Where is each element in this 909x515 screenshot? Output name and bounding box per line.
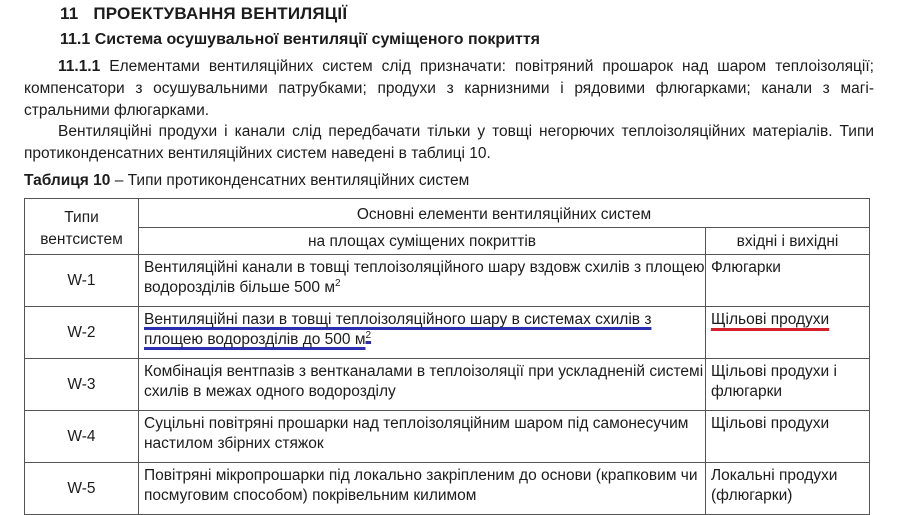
header-types: Типи вентсистем [25,199,139,255]
row-type: W-5 [25,463,139,515]
row-type: W-3 [25,359,139,411]
clause-text: Елементами вентиляційних систем слід призначати: повітряний прошарок над шаром теплоізоляції; компенсатори з осушувальними патрубками; продухи з карнизними і рядовими флюгарками; канали з магі-стральними флюгарками. [24,58,874,119]
section-title: ПРОЕКТУВАННЯ ВЕНТИЛЯЦІЇ [93,4,348,23]
row-type: W-1 [25,255,139,307]
row-main: Комбінація вентпазів з вентканалами в теплоізоляції при ускладненій системі схилів в межах одного водорозділу [139,359,706,411]
row-main: Вентиляційні канали в товщі теплоізоляційного шару вздовж схилів з площею водорозділів більше 500 $м^2$ [139,255,706,307]
row-inout: Щільові продухи [706,411,870,463]
header-inlet-outlet: вхідні і вихідні [706,228,870,255]
header-main-elements: Основні елементи вентиляційних систем [139,199,870,228]
paragraph-2 [24,121,874,165]
paragraph-11-1-1 [24,56,874,122]
section-heading [60,4,347,24]
row-main: Вентиляційні пази в товщі теплоізоляційного шару в системах схилів з площею водорозділів до 500 $м^2$ [139,307,706,359]
row-type: W-2 [25,307,139,359]
table-row [25,359,870,411]
row-inout: Щільові продухи і флюгарки [706,359,870,411]
table-caption-label: Таблиця 10 [24,172,111,189]
header-on-roof-areas: на площах суміщених покриттів [139,228,706,255]
section-number: 11 [60,4,79,23]
highlighted-text-blue: Вентиляційні пази в товщі теплоізоляційного шару в системах схилів з площею водорозділів до 500 м [144,311,652,348]
table-row [25,411,870,463]
row-inout [706,307,870,359]
ventilation-types-table [24,198,870,515]
row-main: Повітряні мікропрошарки під локально закріпленим до основи (крапковим чи посмуговим способом) покрівельним килимом [139,463,706,515]
table-row [25,307,870,359]
subsection-heading: 11.1 Система осушувальної вентиляції суміщеного покриття [60,31,541,48]
clause-number: 11.1.1 [58,58,101,75]
paragraph-2-text: Вентиляційні продухи і канали слід передбачати тільки у товщі негорючих теплоізоляційних матеріалів. Типи протиконденсатних вентиляційних систем наведені в таблиці 10. [24,123,874,162]
row-type: W-4 [25,411,139,463]
table-row [25,255,870,307]
row-main: Суцільні повітряні прошарки над теплоізоляційним шаром під самонесучим настилом збірних стяжок [139,411,706,463]
row-inout: Флюгарки [706,255,870,307]
row-inout: Локальні продухи (флюгарки) [706,463,870,515]
table-caption-text: – Типи протиконденсатних вентиляційних систем [110,172,470,189]
table-caption [24,172,469,190]
highlighted-text-red: Щільові продухи [711,311,830,328]
